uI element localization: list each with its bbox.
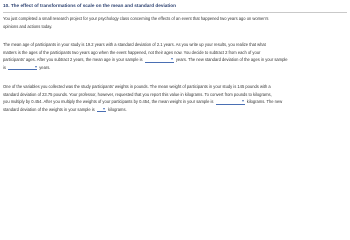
age-line-3: [3, 56, 347, 64]
weight-line-3-text-a: you multiply by 0.454. After you multiply the weights of your participants by 0.454, the mean weight in your sample is: [3, 99, 214, 104]
intro-line-1: You just completed a small research project for your psychology class concerning the effects of an event that happened two years ago on women's: [3, 16, 269, 21]
age-line-3-text-b: years. The new standard deviation of the ages in your sample: [175, 57, 288, 62]
age-line-3-text-a: participants' ages. After you subtract 2 years, the mean age in your sample is: [3, 57, 143, 62]
age-line-1: The mean age of participants in your study is 19.2 years with a standard deviation of 2.1 years. As you write up your results, you realize that what: [3, 42, 266, 47]
age-line-2: matters is the ages of the participants two years ago when the event happened, not their ages now. You decide to subtract 2 from each of your: [3, 49, 261, 55]
sd-age-dropdown[interactable]: [8, 65, 37, 71]
age-line-4-text-a: is: [3, 64, 6, 70]
age-line-4-text-b: years.: [39, 64, 51, 70]
intro-line-2: opinions and actions today.: [3, 23, 53, 29]
chevron-down-icon: [171, 58, 173, 60]
chevron-down-icon: [103, 108, 105, 110]
weight-line-2: standard deviation of 23.75 pounds. Your professor, however, requested that you report this value in kilograms. To convert from pounds to kilograms,: [3, 91, 272, 97]
age-paragraph: [3, 41, 347, 71]
age-line-4: [3, 64, 347, 72]
weight-line-1: One of the variables you collected was the study participants' weights in pounds. The mean weight of participants in your study is 145 pounds with a: [3, 84, 271, 89]
weight-line-4-text-b: kilograms.: [108, 106, 127, 112]
intro-paragraph: [3, 15, 347, 30]
title-divider: [3, 12, 347, 13]
weight-line-3-text-b: kilograms. The new: [246, 99, 283, 104]
chevron-down-icon: [242, 100, 244, 102]
mean-age-dropdown[interactable]: [145, 57, 174, 63]
question-title: 10. The effect of transformations of scale on the mean and standard deviation: [3, 3, 176, 8]
mean-weight-dropdown[interactable]: [216, 99, 245, 105]
sd-weight-dropdown[interactable]: [97, 107, 106, 113]
weight-line-4: [3, 106, 347, 114]
weight-line-4-text-a: standard deviation of the weights in your sample is: [3, 106, 95, 112]
weight-line-3: [3, 98, 347, 106]
weight-paragraph: [3, 83, 347, 113]
chevron-down-icon: [35, 66, 37, 68]
